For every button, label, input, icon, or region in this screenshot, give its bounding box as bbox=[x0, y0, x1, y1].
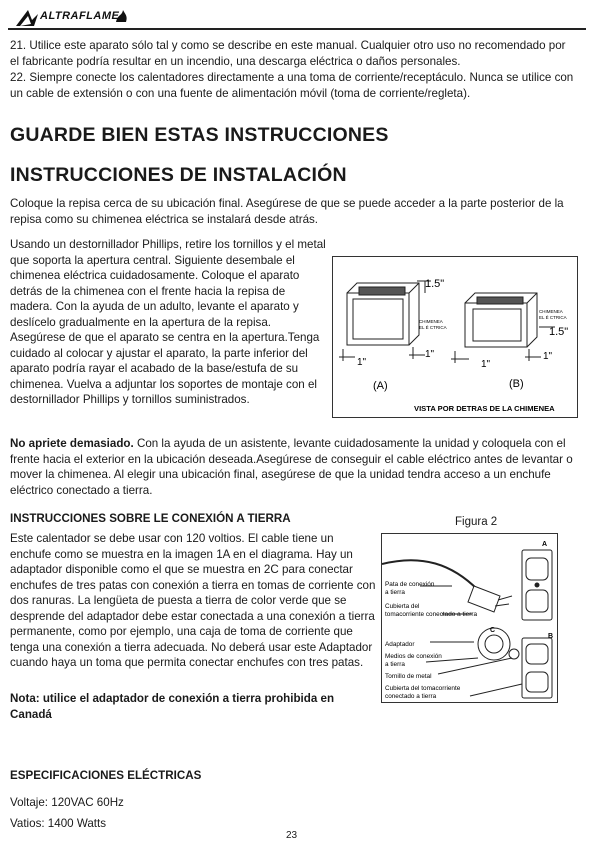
label-chimenea-b: CHIMENEA bbox=[539, 309, 563, 314]
heading-instalacion: INSTRUCCIONES DE INSTALACIÓN bbox=[10, 164, 347, 186]
label-tornillo: Tornillo de metal bbox=[385, 673, 432, 680]
label-pata-2: a tierra bbox=[385, 589, 405, 596]
label-cubierta-b2: conectado a tierra bbox=[385, 693, 437, 700]
label-cubierta-b1: Cubierta del tomacorriente bbox=[385, 685, 461, 692]
label-fig2-a: A bbox=[542, 541, 548, 548]
heading-guarde: GUARDE BIEN ESTAS INSTRUCCIONES bbox=[10, 124, 389, 146]
figure2-title: Figura 2 bbox=[455, 516, 498, 528]
flame-mark-icon bbox=[114, 8, 130, 24]
dim-top-a: 1.5" bbox=[425, 278, 445, 290]
unit-b-drawing bbox=[451, 293, 555, 363]
install-intro: Coloque la repisa cerca de su ubicación final. Asegúrese de que se puede acceder a la parte posterior de la repisa como su chimenea eléctrica se instalará desde atrás. bbox=[10, 197, 564, 226]
label-chimenea-a: CHIMENEA bbox=[419, 319, 443, 324]
label-fig2-c: C bbox=[490, 627, 496, 634]
dim-side-b: 1.5" bbox=[549, 326, 569, 338]
specs-heading: ESPECIFICACIONES ELÉCTRICAS bbox=[10, 769, 202, 782]
brand-logo bbox=[14, 6, 154, 28]
unit-a-drawing bbox=[339, 281, 431, 361]
label-b: (B) bbox=[509, 378, 524, 390]
brand-name: ALTRAFLAME bbox=[40, 10, 120, 22]
item-22: 22. Siempre conecte los calentadores directamente a una toma de corriente/receptáculo. Nunca se utilice con un cable de extensión o con una fuente de alimentación móvil (toma de corriente/regleta). bbox=[10, 71, 574, 100]
dim-1-a-right: 1" bbox=[425, 349, 435, 360]
label-medios-2: a tierra bbox=[385, 661, 405, 668]
item-21: 21. Utilice este aparato sólo tal y como se describe en este manual. Cualquier otro uso no recomendado por el fabricante podría resultar en un incendio, una descarga eléctrica o daños personales. bbox=[10, 39, 566, 68]
install-warning bbox=[10, 436, 576, 498]
figure-rear-view bbox=[332, 256, 578, 418]
label-electrica-a: EL É CTRICA bbox=[419, 325, 447, 330]
label-adaptador: Adaptador bbox=[385, 641, 415, 648]
warning-rest: Con la ayuda de un asistente, levante cuidadosamente la unidad y coloquela con el frente hacia el exterior en la ubicación deseada.Asegúrese de conseguir el cable eléctrico antes de levantar o mover la chimenea. Al elegir una ubicación final, asegúrese de que la unidad tendra acceso a un enchufe eléctrico conectado a tierra. bbox=[10, 437, 573, 497]
label-cubierta-1: Cubierta del bbox=[385, 603, 420, 610]
ground-body: Este calentador se debe usar con 120 voltios. El cable tiene un enchufe como se muestra en la imagen 1A en el diagrama. Hay un adaptador disponible como el que se muestra en 2C para conectar enchufes de tres patas con conexión a tierra en tomas de corriente con dos ranuras. La lengüeta de puesta a tierra de color verde que se desprende del adaptador debe estar conectada a una conexión a tierra permanente, como por ejemplo, una caja de toma de corriente que tenga una conexión a tierra adecuada. No deberá usar este Adaptador cuando haya un toma que permita conectar enchufes con tres patas. bbox=[10, 532, 376, 669]
warning-bold: No apriete demasiado. bbox=[10, 437, 134, 450]
install-steps: Usando un destornillador Phillips, retire los tornillos y el metal que soporta la apertura central. Siguiente desembale el chimenea eléctrica cuidadosamente. Coloque el aparato detrás de la chimenea con el frente hacia la repisa de madera. Con la ayuda de un adulto, levante el aparato y deslícelo gradualmente en la apertura de la repisa. Asegúrese de que el aparato se centra en la apertura.Tenga cuidado al colocar y ajustar el aparato, la parte inferior del aparato podría rayar el acabado de la base/estufa de su chimenea. Vuelva a adjuntar los soportes de montaje con el destornillador Phillips y tornillos suministrados. bbox=[10, 238, 326, 406]
specs-voltaje: Voltaje: 120VAC 60Hz bbox=[10, 796, 124, 809]
dim-1-b-right: 1" bbox=[543, 351, 553, 362]
label-a: (A) bbox=[373, 380, 388, 392]
page-number: 23 bbox=[286, 830, 298, 841]
fireplace-diagram bbox=[333, 257, 577, 417]
grounding-diagram bbox=[382, 534, 557, 702]
specs-vatios: Vatios: 1400 Watts bbox=[10, 817, 107, 830]
dim-1-b-left: 1" bbox=[481, 359, 491, 370]
figure-grounding bbox=[381, 533, 558, 703]
label-electrica-b: EL É CTRICA bbox=[539, 315, 567, 320]
ground-note: Nota: utilice el adaptador de conexión a tierra prohibida en Canadá bbox=[10, 692, 335, 721]
label-medios-1: Medios de conexión bbox=[385, 653, 442, 660]
label-cubierta-2: tomacorriente conectado a tierra bbox=[385, 611, 478, 618]
figure-caption: VISTA POR DETRAS DE LA CHIMENEA bbox=[414, 404, 555, 413]
label-pata-1: Pata de conexión bbox=[385, 581, 435, 588]
header-rule bbox=[8, 28, 586, 30]
ground-heading: INSTRUCCIONES SOBRE LE CONEXIÓN A TIERRA bbox=[10, 512, 291, 525]
label-fig2-b: B bbox=[548, 633, 554, 640]
dim-1-a-left: 1" bbox=[357, 357, 367, 368]
